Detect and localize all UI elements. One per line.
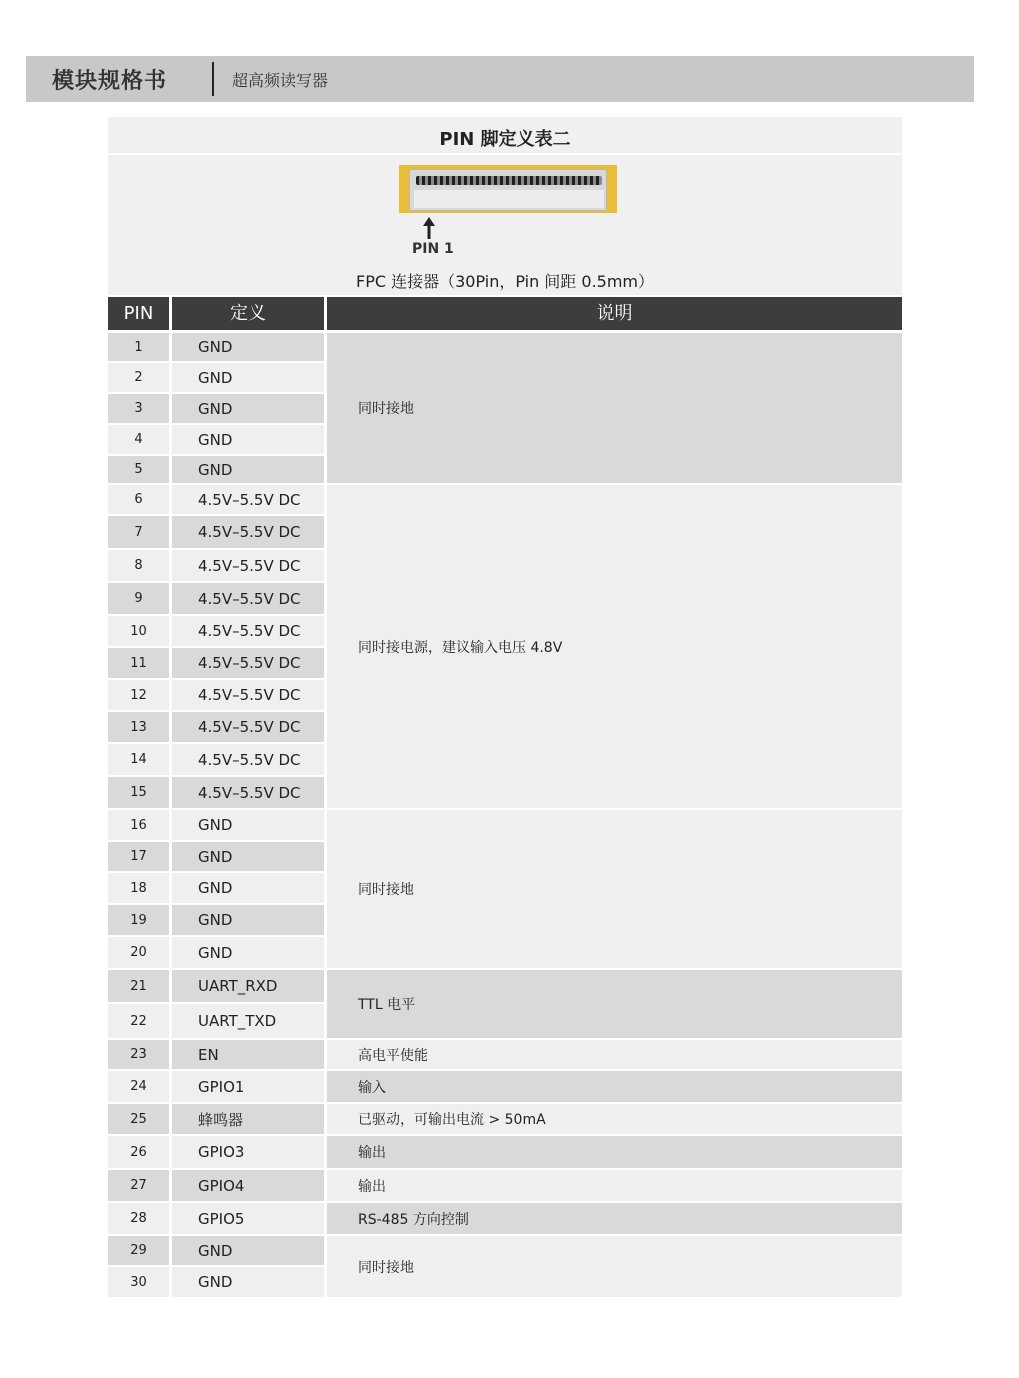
pin-definition-cell: 4.5V–5.5V DC	[172, 648, 324, 678]
pin-description-cell: 同时接地	[327, 810, 902, 968]
pin-definition-cell: GPIO5	[172, 1203, 324, 1234]
pin-definition-cell: GPIO1	[172, 1071, 324, 1102]
pin-description-cell: 输出	[327, 1170, 902, 1201]
pin1-label: PIN 1	[412, 241, 454, 257]
pin-number-cell: 1	[108, 333, 169, 361]
pin-definition-cell: GND	[172, 873, 324, 903]
pin-definition-cell: GND	[172, 425, 324, 454]
document-subtitle: 超高频读写器	[232, 71, 329, 90]
pin-definition-cell: GPIO4	[172, 1170, 324, 1201]
document-header	[26, 56, 974, 102]
pin-definition-cell: 4.5V–5.5V DC	[172, 777, 324, 808]
pin-number-cell: 17	[108, 842, 169, 871]
connector-body	[409, 169, 607, 211]
pin-number-cell: 24	[108, 1071, 169, 1102]
pin-number-cell: 28	[108, 1203, 169, 1234]
pin-definition-cell: 4.5V–5.5V DC	[172, 744, 324, 775]
pin-definition-cell: GND	[172, 363, 324, 392]
pin-description-cell: 同时接地	[327, 333, 902, 483]
pin-number-cell: 30	[108, 1267, 169, 1297]
table-title-row	[108, 117, 902, 153]
pin-definition-cell: GND	[172, 905, 324, 935]
pin-number-cell: 22	[108, 1004, 169, 1038]
pin-number-cell: 10	[108, 616, 169, 646]
pin-definition-cell: GND	[172, 1267, 324, 1297]
column-header-pin: PIN	[108, 297, 169, 330]
pin-number-cell: 20	[108, 937, 169, 968]
pin-definition-cell: GND	[172, 333, 324, 361]
pin-number-cell: 16	[108, 810, 169, 840]
pin-description-cell: 输入	[327, 1071, 902, 1102]
pin-number-cell: 29	[108, 1236, 169, 1265]
header-divider	[212, 62, 214, 96]
pin-definition-cell: 4.5V–5.5V DC	[172, 616, 324, 646]
pin-description-cell: 同时接电源，建议输入电压 4.8V	[327, 485, 902, 808]
table-title: PIN 脚定义表二	[439, 129, 571, 150]
pin-description-cell: 已驱动，可输出电流 > 50mA	[327, 1104, 902, 1134]
pin-definition-cell: GND	[172, 937, 324, 968]
pin-number-cell: 14	[108, 744, 169, 775]
pin-number-cell: 8	[108, 550, 169, 581]
pin-description-cell: TTL 电平	[327, 970, 902, 1038]
pin-description-cell: 同时接地	[327, 1236, 902, 1297]
connector-figure	[108, 155, 902, 295]
pin-definition-cell: GND	[172, 810, 324, 840]
pin-number-cell: 9	[108, 583, 169, 614]
pin-definition-cell: GND	[172, 842, 324, 871]
pin-definition-cell: 4.5V–5.5V DC	[172, 485, 324, 514]
pin-definition-cell: 4.5V–5.5V DC	[172, 583, 324, 614]
pin-description-cell: 高电平使能	[327, 1040, 902, 1069]
pin-number-cell: 25	[108, 1104, 169, 1134]
pin-definition-cell: 4.5V–5.5V DC	[172, 712, 324, 742]
pin-number-cell: 2	[108, 363, 169, 392]
pin-number-cell: 21	[108, 970, 169, 1002]
pin-number-cell: 15	[108, 777, 169, 808]
pin-number-cell: 18	[108, 873, 169, 903]
pin-definition-cell: UART_TXD	[172, 1004, 324, 1038]
connector-pins	[416, 176, 602, 185]
pin-definition-cell: UART_RXD	[172, 970, 324, 1002]
connector-slot	[414, 190, 604, 208]
pin-number-cell: 23	[108, 1040, 169, 1069]
pin-definition-cell: GPIO3	[172, 1136, 324, 1168]
pin-description-cell: 输出	[327, 1136, 902, 1168]
pin-number-cell: 11	[108, 648, 169, 678]
pin-number-cell: 5	[108, 456, 169, 483]
pin-definition-cell: 4.5V–5.5V DC	[172, 550, 324, 581]
pin-number-cell: 13	[108, 712, 169, 742]
pin-definition-cell: 4.5V–5.5V DC	[172, 516, 324, 548]
arrow-up-icon	[422, 217, 436, 239]
connector-caption: FPC 连接器（30Pin，Pin 间距 0.5mm）	[355, 272, 655, 291]
pin-definition-cell: GND	[172, 394, 324, 423]
pin-description-cell: RS-485 方向控制	[327, 1203, 902, 1234]
pin-definition-cell: 蜂鸣器	[172, 1104, 324, 1134]
pin-definition-cell: EN	[172, 1040, 324, 1069]
column-header-description: 说明	[327, 297, 902, 330]
pin-number-cell: 3	[108, 394, 169, 423]
pin-number-cell: 27	[108, 1170, 169, 1201]
pin-definition-cell: GND	[172, 1236, 324, 1265]
fpc-connector-image	[399, 165, 617, 213]
pin-number-cell: 7	[108, 516, 169, 548]
pin-number-cell: 12	[108, 680, 169, 710]
column-header-definition: 定义	[172, 297, 324, 330]
pin-definition-cell: GND	[172, 456, 324, 483]
pin-number-cell: 4	[108, 425, 169, 454]
document-title: 模块规格书	[52, 69, 168, 94]
pin-number-cell: 26	[108, 1136, 169, 1168]
pin-definition-cell: 4.5V–5.5V DC	[172, 680, 324, 710]
pin-number-cell: 19	[108, 905, 169, 935]
pin-number-cell: 6	[108, 485, 169, 514]
